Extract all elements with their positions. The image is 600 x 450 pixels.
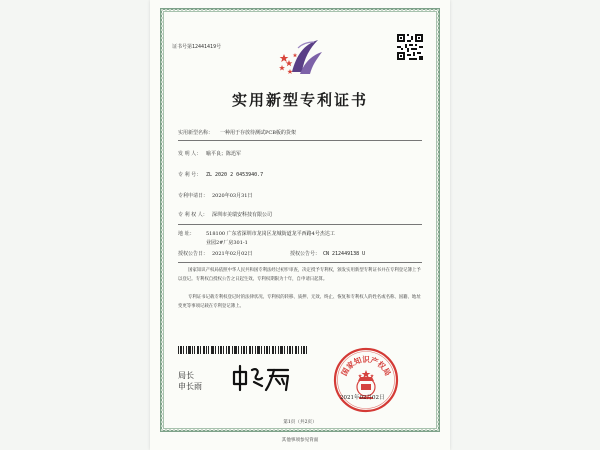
utility-model-name-label: 实用新型名称： xyxy=(178,130,214,136)
separator-line xyxy=(178,262,422,263)
certificate-title: 实用新型专利证书 xyxy=(231,91,368,109)
patentee-label: 专 利 权 人： xyxy=(178,212,208,218)
official-seal-icon xyxy=(333,347,399,413)
certificate-sheet xyxy=(150,0,450,450)
inventor-value: 喻平良；陈迅军 xyxy=(206,151,242,157)
qr-code-icon xyxy=(397,34,423,60)
address-line-2: 业园2#厂房301-1 xyxy=(206,240,248,246)
director-title: 局长 xyxy=(178,371,194,380)
patentee-value: 深圳市美瑞安科技有限公司 xyxy=(212,212,273,218)
filing-date-value: 2020年03月31日 xyxy=(212,193,253,199)
svg-text:国家知识产权局: 国家知识产权局 xyxy=(339,355,393,378)
grant-number-label: 授权公告号： xyxy=(290,251,321,257)
inventor-label: 发 明 人： xyxy=(178,151,202,157)
address-label: 地 址： xyxy=(178,231,195,237)
page-number: 第1页（共2页） xyxy=(283,420,317,425)
director-signature xyxy=(230,364,292,392)
certificate-number: 证书号第12441419号 xyxy=(172,44,222,50)
grant-date-value: 2021年02月02日 xyxy=(212,251,253,257)
patent-number-value: ZL 2020 2 0453940.7 xyxy=(206,172,264,178)
filing-date-label: 专利申请日： xyxy=(178,193,209,199)
body-paragraph-1: 国家知识产权局依照中华人民共和国专利法经过初步审查，决定授予专利权，颁发实用新型专利证书并在专利登记簿上予以登记。专利权自授权公告之日起生效。专利权期限为十年，自申请日起算。 xyxy=(178,268,421,282)
utility-model-name-value: 一种用于存放待测试PCB板的货架 xyxy=(220,130,296,136)
cnipa-logo-icon xyxy=(278,36,324,78)
separator-line xyxy=(178,140,422,141)
grant-number-value: CN 212449138 U xyxy=(323,251,366,257)
patent-number-label: 专 利 号： xyxy=(178,172,202,178)
grant-date-label: 授权公告日： xyxy=(178,251,209,257)
footer-note: 其他事项参见背面 xyxy=(281,438,319,443)
barcode-icon xyxy=(178,346,308,354)
seal-date: 2021年02月02日 xyxy=(340,395,385,401)
separator-line xyxy=(178,224,422,225)
address-line-1: 518100 广东省深圳市龙岗区龙城街道龙平西路4号杰达工 xyxy=(206,231,335,237)
body-paragraph-2: 专利证书记载专利权登记时的法律状况。专利权的转移、质押、无效、终止、恢复和专利权人的姓名或名称、国籍、地址变更等事项记载在专利登记簿上。 xyxy=(178,295,421,309)
director-name: 申长雨 xyxy=(178,382,202,391)
